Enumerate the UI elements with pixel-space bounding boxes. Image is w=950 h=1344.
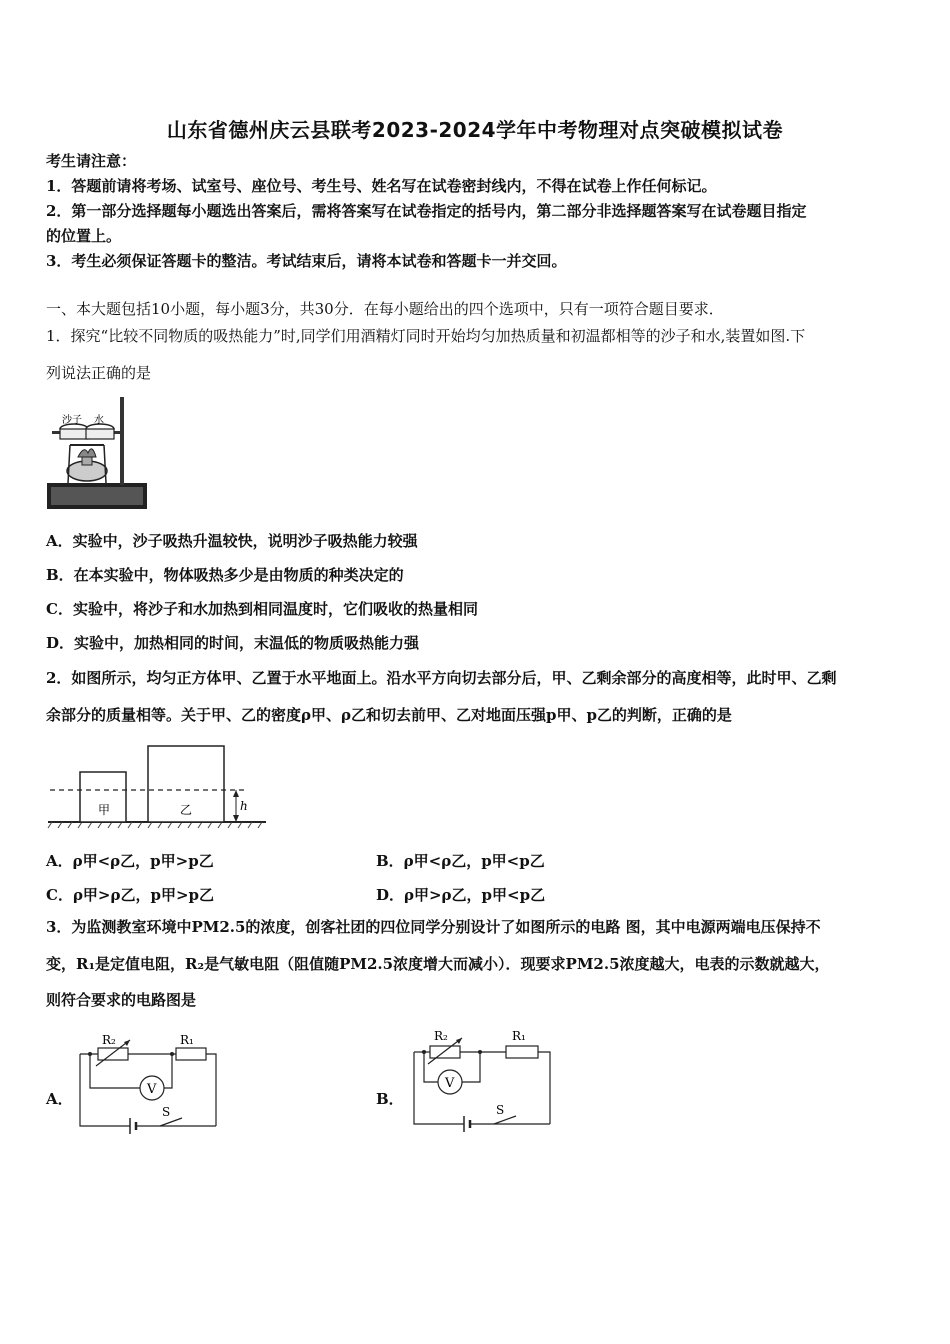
q3b-label-v: V [445, 1076, 455, 1091]
q3-option-a-label: A． [46, 1090, 73, 1108]
q2-stem: 2．如图所示，均匀正方体甲、乙置于水平地面上。沿水平方向切去部分后，甲、乙剩余部分的高度相等，此时甲、乙剩 [46, 669, 837, 687]
notice-item: 1．答题前请将考场、试室号、座位号、考生号、姓名写在试卷密封线内，不得在试卷上作任何标记。 [46, 177, 717, 195]
q2-label-yi: 乙 [180, 803, 193, 817]
q3a-label-r2: R₂ [102, 1033, 116, 1047]
q3a-label-v: V [147, 1082, 157, 1097]
q2-option-a: A．ρ甲<ρ乙，p甲>p乙 [46, 852, 214, 870]
q2-cubes-figure [46, 742, 268, 832]
q3a-label-r1: R₁ [180, 1033, 194, 1047]
q2-stem-cont: 余部分的质量相等。关于甲、乙的密度ρ甲、ρ乙和切去前甲、乙对地面压强p甲、p乙的判断，正确的是 [46, 706, 732, 724]
q3-stem: 3．为监测教室环境中PM2.5的浓度，创客社团的四位同学分别设计了如图所示的电路 图，其中电源两端电压保持不 [46, 918, 821, 936]
q1-stem: 1．探究“比较不同物质的吸热能力”时,同学们用酒精灯同时开始均匀加热质量和初温都相等的沙子和水,装置如图.下 [46, 327, 806, 345]
q1-label-sand: 沙子 [62, 415, 82, 426]
q3-circuit-b [406, 1022, 556, 1132]
q2-label-h: h [240, 799, 248, 813]
notice-item: 3．考生必须保证答题卡的整洁。考试结束后，请将本试卷和答题卡一并交回。 [46, 252, 567, 270]
notice-heading: 考生请注意： [46, 152, 137, 170]
notice-item: 2．第一部分选择题每小题选出答案后，需将答案写在试卷指定的括号内，第二部分非选择题答案写在试卷题目指定 [46, 202, 807, 220]
q1-stem-cont: 列说法正确的是 [46, 364, 152, 382]
section-heading: 一、本大题包括10小题，每小题3分，共30分．在每小题给出的四个选项中，只有一项符合题目要求． [46, 300, 724, 318]
q3b-label-r1: R₁ [512, 1029, 526, 1043]
q3-option-b-label: B． [376, 1090, 404, 1108]
q2-option-b: B．ρ甲<ρ乙，p甲<p乙 [376, 852, 545, 870]
q1-option-a: A．实验中，沙子吸热升温较快，说明沙子吸热能力较强 [46, 532, 418, 550]
q1-heating-apparatus-figure [44, 395, 154, 515]
q3b-label-r2: R₂ [434, 1029, 448, 1043]
q3-stem-cont: 则符合要求的电路图是 [46, 991, 197, 1009]
q1-option-b: B．在本实验中，物体吸热多少是由物质的种类决定的 [46, 566, 404, 584]
q2-option-c: C．ρ甲>ρ乙，p甲>p乙 [46, 886, 215, 904]
q3-circuit-a [74, 1030, 220, 1134]
q1-option-c: C．实验中，将沙子和水加热到相同温度时，它们吸收的热量相同 [46, 600, 478, 618]
q2-label-jia: 甲 [98, 803, 111, 817]
q1-label-water: 水 [94, 415, 104, 426]
q1-option-d: D．实验中，加热相同的时间，末温低的物质吸热能力强 [46, 634, 420, 652]
q3a-label-s: S [162, 1105, 171, 1119]
q3-stem-cont: 变，R₁是定值电阻，R₂是气敏电阻（阻值随PM2.5浓度增大而减小）．现要求PM2.5浓度越大，电表的示数就越大， [46, 955, 830, 973]
page-title: 山东省德州庆云县联考2023-2024学年中考物理对点突破模拟试卷 [166, 118, 784, 142]
q2-option-d: D．ρ甲>ρ乙，p甲<p乙 [376, 886, 546, 904]
q3b-label-s: S [496, 1103, 505, 1117]
notice-item: 的位置上。 [46, 227, 122, 245]
